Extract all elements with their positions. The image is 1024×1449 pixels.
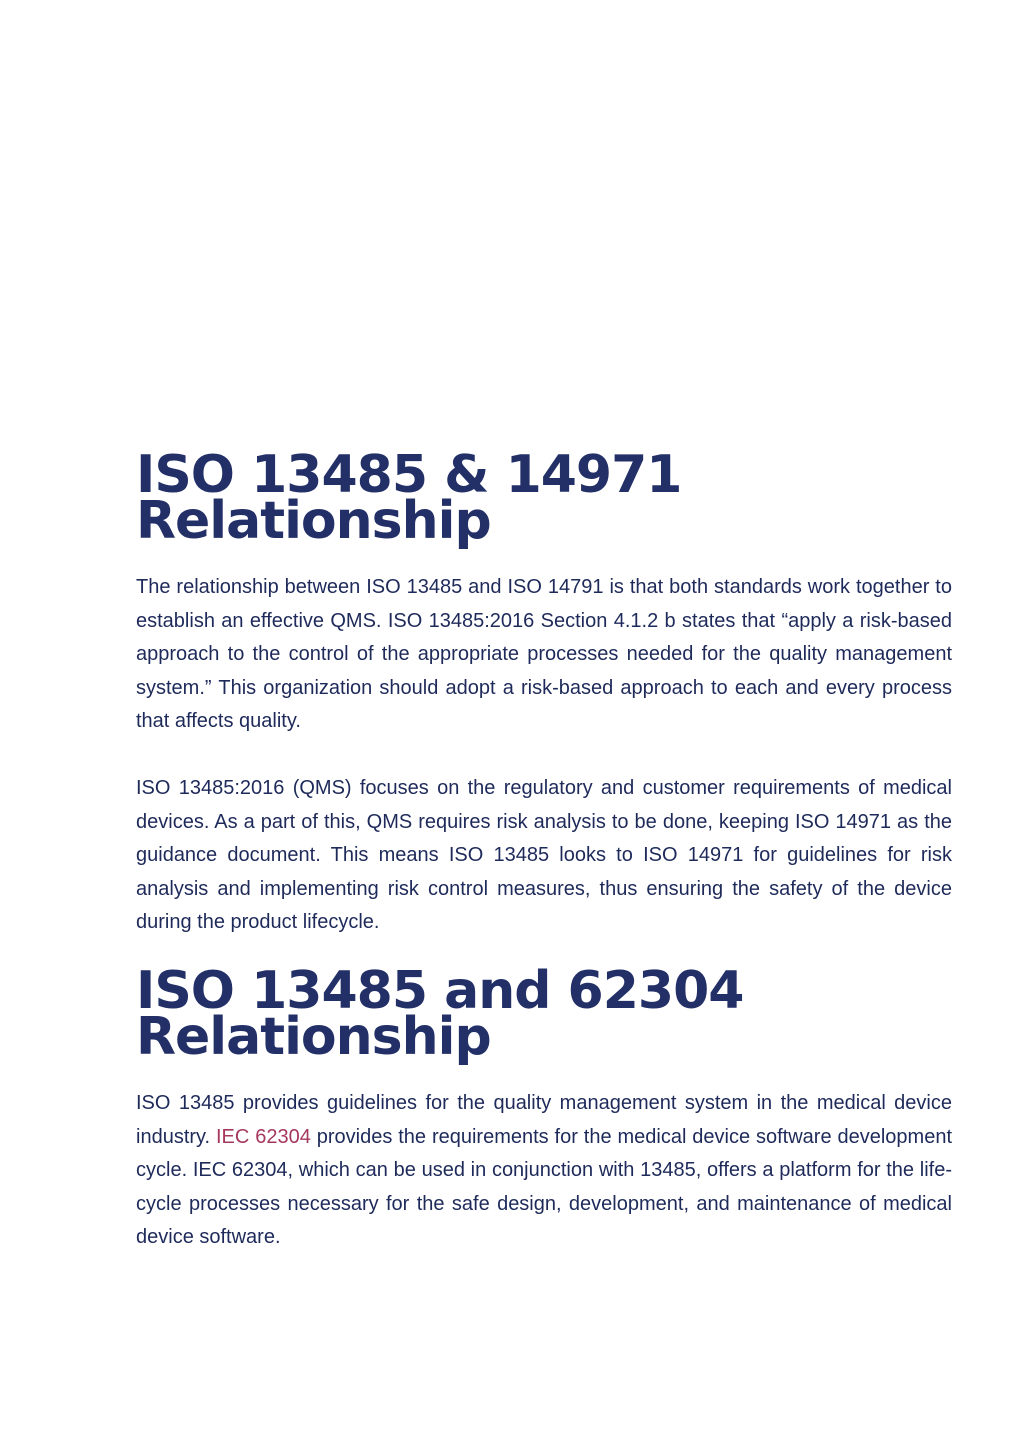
document-page: [136, 445, 952, 1255]
body-paragraph: [136, 1087, 952, 1255]
section-title-line: Relationship: [136, 1006, 491, 1067]
section-title-line: ISO 13485 and 62304: [136, 960, 744, 1021]
body-paragraph: ISO 13485:2016 (QMS) focuses on the regulatory and customer requirements of medical devices. As a part of this, QMS requires risk analysis to be done, keeping ISO 14971 as the guidance document. This means ISO 13485 looks to ISO 14971 for guidelines for risk analysis and implementing risk control measures, thus ensuring the safety of the device during the product lifecycle.: [136, 776, 952, 934]
paragraph-text: provides the requirements for the medical device software development cycle. IEC 62304, which can be used in conjunction with 13485, offers a platform for the life-cycle processes necessary for the safe design, development, and maintenance of medical device software.: [136, 1125, 952, 1249]
paragraph-text: ISO 13485 provides guidelines for the quality management system in the medical device industry.: [136, 1091, 952, 1148]
section-title-iso-13485-14971: [136, 445, 952, 551]
section-title-line: ISO 13485 & 14971: [136, 445, 682, 505]
section-title-line: Relationship: [136, 491, 491, 551]
body-paragraph: The relationship between ISO 13485 and ISO 14791 is that both standards work together to establish an effective QMS. ISO 13485:2016 Section 4.1.2 b states that “apply a risk-based approach to the control of the appropriate processes needed for the quality management system.” This organization should adopt a risk-based approach to each and every process that affects quality.: [136, 576, 952, 733]
section-title-iso-13485-62304: [136, 960, 952, 1067]
iec-62304-link[interactable]: IEC 62304: [216, 1125, 311, 1148]
